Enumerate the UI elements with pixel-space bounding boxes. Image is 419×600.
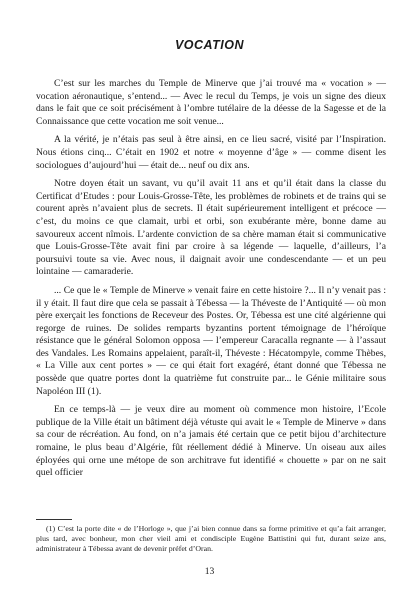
main-text: [36, 78, 386, 486]
paragraph-5: En ce temps-là — je veux dire au moment où commence mon histoire, l’Ecole publique de la Ville était un bâtiment déjà vétuste qui avait le « Temple de Minerve » dans sa cour de récréation. Au fond, on n’a jamais été certain que ce petit bijou d’architecture romaine, le plus beau d’Algérie, fût réellement dédié à Minerve. Un oiseau aux ailes éployées qui orne une métope de son architrave fut identifié « chouette » par on ne sait quel officier: [36, 404, 386, 479]
page-number: 13: [204, 566, 215, 577]
chapter-title: VOCATION: [174, 38, 245, 52]
footnote-divider: [36, 519, 72, 520]
paragraph-1: C’est sur les marches du Temple de Minerve que j’ai trouvé ma « vocation » — vocation aéronautique, s’entend... — Avec le recul du Temps, je vois un signe des dieux dans le fait que ce soit précisément à l’ombre tutélaire de la déesse de la Sagesse et de la Connaissance que cette vocation me soit venue...: [36, 78, 386, 127]
footnote: (1) C’est la porte dite « de l’Horloge », que j’ai bien connue dans sa forme primitive et qu’a fait arranger, plus tard, avec bonheur, mon cher vieil ami et condisciple Eugène Battistini qui fut, durant seize ans, administrateur à Tébessa avant de devenir préfet d’Oran.: [36, 524, 386, 554]
paragraph-2: A la vérité, je n’étais pas seul à être ainsi, en ce lieu sacré, visité par l’Inspiration. Nous étions cinq... C’était en 1902 et notre « moyenne d’âge » — comme disent les sociologues d’aujourd’hui — était de... neuf ou dix ans.: [36, 134, 386, 171]
paragraph-3: Notre doyen était un savant, vu qu’il avait 11 ans et qu’il était dans la classe du Certificat d’Etudes : pour Louis-Grosse-Tête, les problèmes de robinets et de trains qui se courent après n’avaient plus de secrets. Il était supérieurement intelligent et précoce — c’est, du moins ce que clamait, urbi et orbi, son exubérante mère, bonne dame au savoureux accent nîmois. L’ardente conviction de sa chère maman était si communicative que Louis-Grosse-Tête avait fini par croire à sa légende — laquelle, d’ailleurs, l’a poursuivi toute sa vie. Avec nous, il daignait avoir une condescendante — et un peu lointaine — camaraderie.: [36, 178, 386, 278]
paragraph-4: ... Ce que le « Temple de Minerve » venait faire en cette histoire ?... Il n’y venait pas : il y était. Il faut dire que cela se passait à Tébessa — la Théveste de l’Antiquité — où mon père exerçait les fonctions de Receveur des Postes. Or, Tébessa est une cité algérienne qui regorge de ruines. De solides remparts byzantins portent témoignage de l’héroïque résistance que le général Solomon opposa — l’empereur Caracalla regnante — à l’assaut des Vandales. Les Romains appelaient, paraît-il, Théveste : Hécatompyle, comme Thèbes, « La Ville aux cent portes » — ce qui était fort exagéré, étant donné que Tébessa ne possède que quatre portes dont la quatrième fut construite par... le Génie militaire sous Napoléon III (1).: [36, 284, 386, 397]
